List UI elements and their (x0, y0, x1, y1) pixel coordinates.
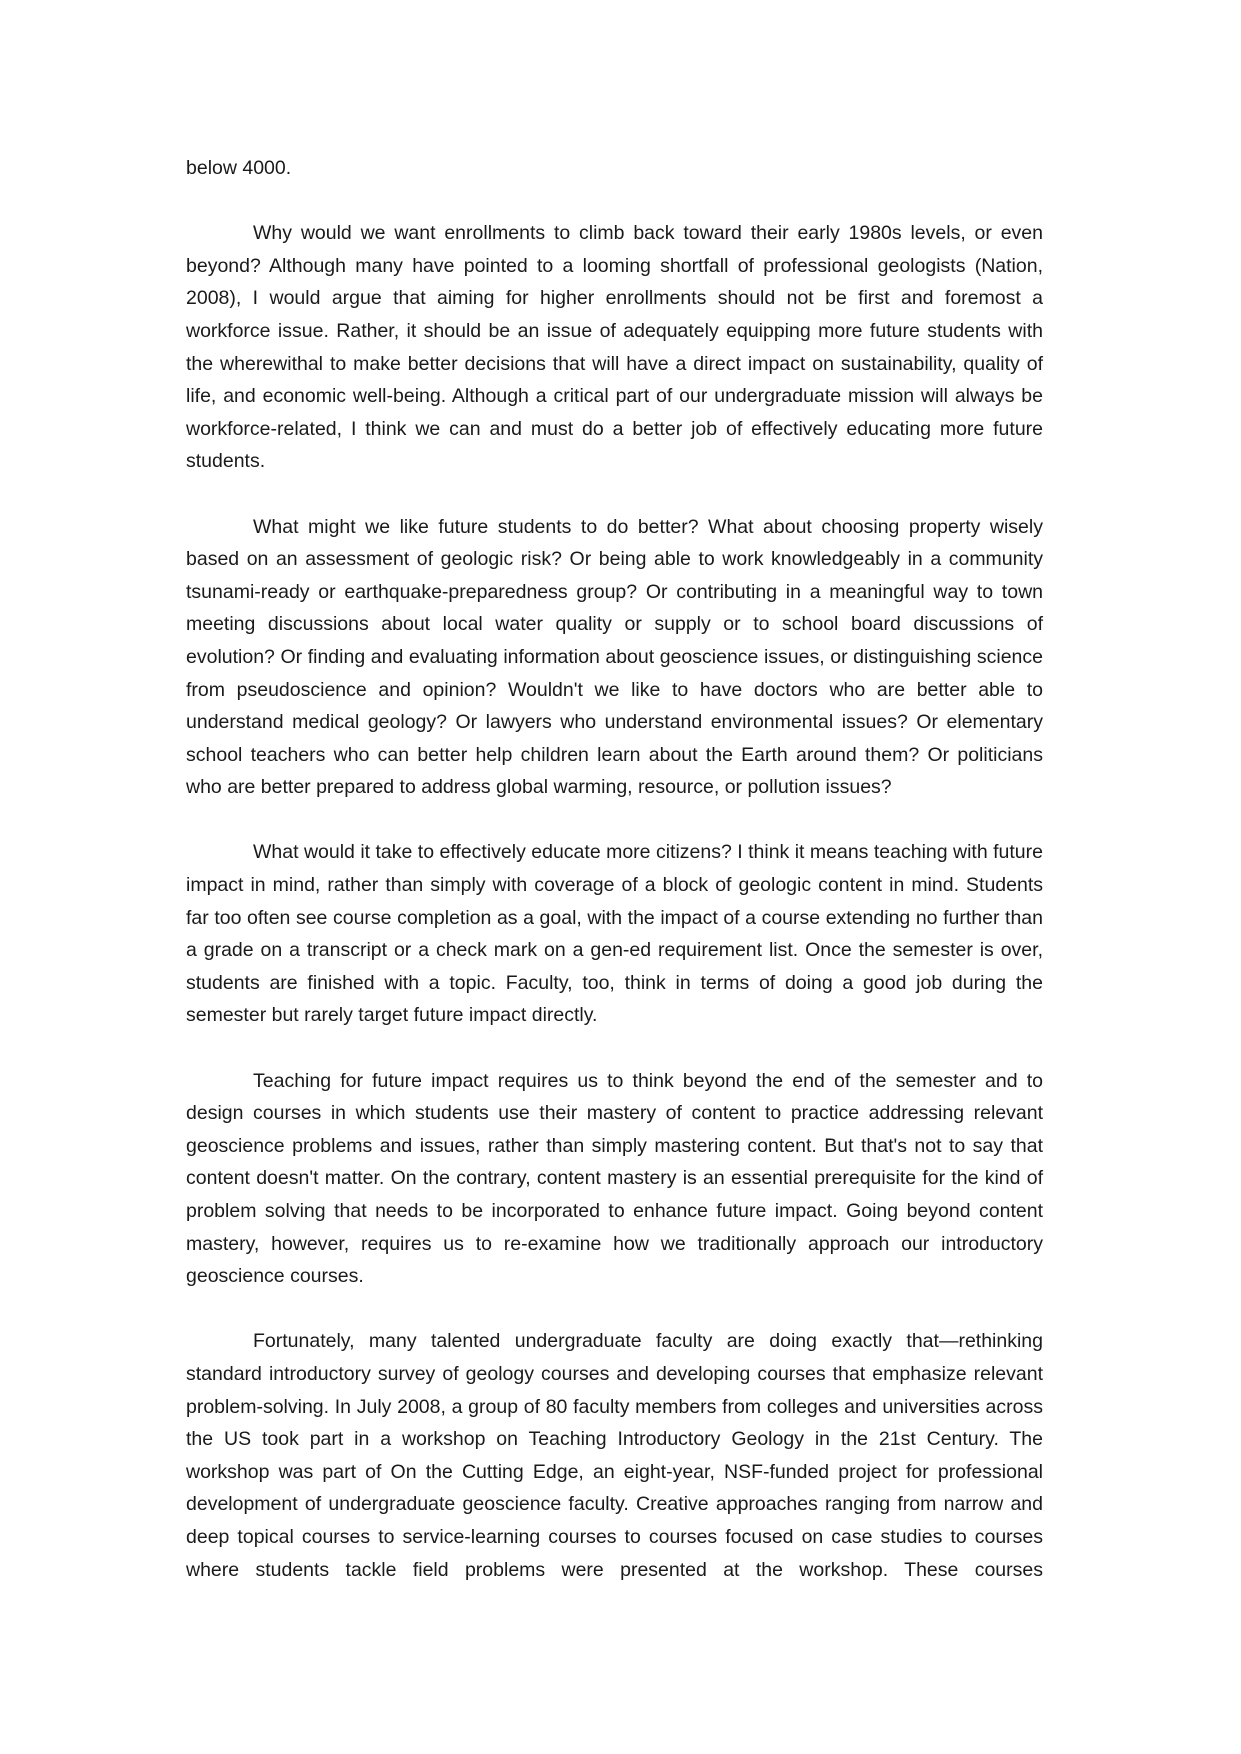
paragraph-continuation: below 4000. (186, 157, 292, 179)
paragraph-teaching-future-impact: Teaching for future impact requires us to think beyond the end of the semester and to design courses in which students use their mastery of content to practice addressing relevant geoscience problems and issues, rather than simply mastering content. But that's not to say that content doesn't matter. On the contrary, content mastery is an essential prerequisite for the kind of problem solving that needs to be incorporated to enhance future impact. Going beyond content mastery, however, requires us to re-examine how we traditionally approach our introductory geoscience courses. (186, 1069, 1043, 1288)
paragraph-workshop: Fortunately, many talented undergraduate faculty are doing exactly that—rethinking standard introductory survey of geology courses and developing courses that emphasize relevant problem-solving. In July 2008, a group of 80 faculty members from colleges and universities across the US took part in a workshop on Teaching Introductory Geology in the 21st Century. The workshop was part of On the Cutting Edge, an eight-year, NSF-funded project for professional development of undergraduate geoscience faculty. Creative approaches ranging from narrow and deep topical courses to service-learning courses to courses focused on case studies to courses where students tackle field problems were presented at the workshop. These courses (186, 1330, 1043, 1581)
paragraph-educate-citizens: What would it take to effectively educate more citizens? I think it means teaching with future impact in mind, rather than simply with coverage of a block of geologic content in mind. Students far too often see course completion as a goal, with the impact of a course extending no further than a grade on a transcript or a check mark on a gen-ed requirement list. Once the semester is over, students are finished with a topic. Faculty, too, think in terms of doing a good job during the semester but rarely target future impact directly. (186, 841, 1043, 1027)
paragraph-future-students: What might we like future students to do better? What about choosing property wisely based on an assessment of geologic risk? Or being able to work knowledgeably in a community tsunami-ready or earthquake-preparedness group? Or contributing in a meaningful way to town meeting discussions about local water quality or supply or to school board discussions of evolution? Or finding and evaluating information about geoscience issues, or distinguishing science from pseudoscience and opinion? Wouldn't we like to have doctors who are better able to understand medical geology? Or lawyers who understand environmental issues? Or elementary school teachers who can better help children learn about the Earth around them? Or politicians who are better prepared to address global warming, resource, or pollution issues? (186, 515, 1043, 799)
paragraph-enrollment-goals: Why would we want enrollments to climb back toward their early 1980s levels, or even beyond? Although many have pointed to a looming shortfall of professional geologists (Nation, 2008), I would argue that aiming for higher enrollments should not be first and foremost a workforce issue. Rather, it should be an issue of adequately equipping more future students with the wherewithal to make better decisions that will have a direct impact on sustainability, quality of life, and economic well-being. Although a critical part of our undergraduate mission will always be workforce-related, I think we can and must do a better job of effectively educating more future students. (186, 222, 1043, 473)
body-text (186, 152, 1043, 1586)
